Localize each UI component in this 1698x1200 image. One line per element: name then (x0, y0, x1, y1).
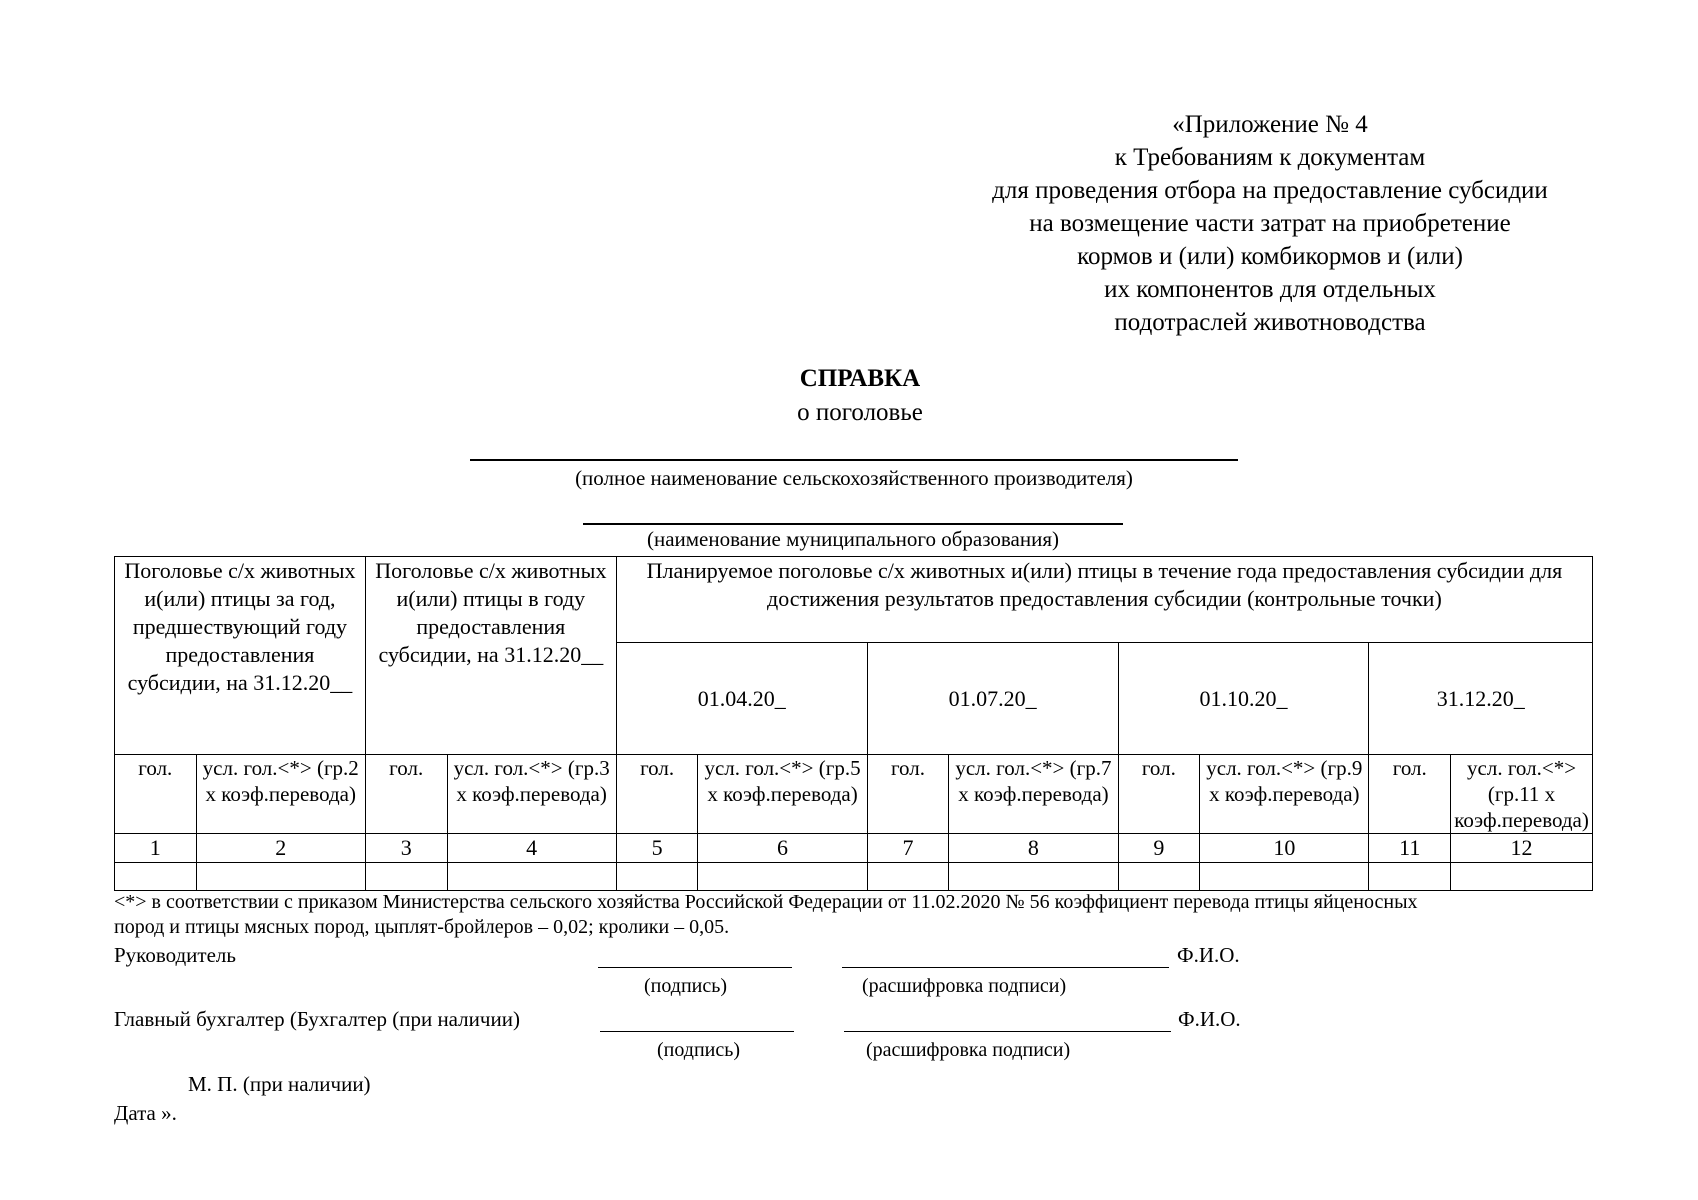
municipality-line[interactable] (583, 523, 1123, 525)
column-number: 9 (1118, 834, 1200, 863)
data-cell[interactable] (1451, 863, 1593, 891)
head-fio: Ф.И.О. (1177, 943, 1240, 967)
unit-heads: гол. (616, 755, 698, 834)
appendix-line: кормов и (или) комбикормов и (или) (1077, 243, 1463, 270)
data-cell[interactable] (447, 863, 616, 891)
data-cell[interactable] (365, 863, 447, 891)
data-cell[interactable] (1200, 863, 1369, 891)
footnote-line: пород и птицы мясных пород, цыплят-бройлеров – 0,02; кролики – 0,05. (114, 916, 730, 938)
column-number: 11 (1369, 834, 1451, 863)
head-label: Руководитель (114, 943, 236, 967)
header-current-year: Поголовье с/х животных и(или) птицы в году предоставления субсидии, на 31.12.20__ (365, 557, 616, 755)
unit-heads: гол. (1118, 755, 1200, 834)
column-number: 2 (196, 834, 365, 863)
data-cell[interactable] (949, 863, 1118, 891)
column-number: 5 (616, 834, 698, 863)
appendix-line: «Приложение № 4 (1172, 111, 1368, 138)
data-cell[interactable] (698, 863, 867, 891)
appendix-line: к Требованиям к документам (1114, 144, 1426, 171)
appendix-header (920, 108, 1620, 339)
head-decoding-caption: (расшифровка подписи) (862, 975, 1067, 997)
accountant-signature-caption: (подпись) (657, 1039, 741, 1061)
unit-conditional-heads: усл. гол.<*> (гр.7 х коэф.перевода) (949, 755, 1118, 834)
unit-conditional-heads: усл. гол.<*> (гр.5 х коэф.перевода) (698, 755, 867, 834)
accountant-decoding-caption: (расшифровка подписи) (866, 1039, 1071, 1061)
column-number: 1 (115, 834, 197, 863)
document-title: СПРАВКА (799, 365, 921, 392)
accountant-decoding-line[interactable] (844, 1031, 1171, 1032)
data-cell[interactable] (115, 863, 197, 891)
header-planned: Планируемое поголовье с/х животных и(или) птицы в течение года предоставления субсидии для достижения результатов предоставления субсидии (контрольные точки) (616, 557, 1592, 643)
data-cell[interactable] (867, 863, 949, 891)
unit-heads: гол. (365, 755, 447, 834)
unit-heads: гол. (867, 755, 949, 834)
producer-name-line[interactable] (470, 459, 1238, 461)
column-number: 3 (365, 834, 447, 863)
column-number: 7 (867, 834, 949, 863)
column-number: 4 (447, 834, 616, 863)
data-cell[interactable] (196, 863, 365, 891)
accountant-signature-line[interactable] (600, 1031, 794, 1032)
unit-conditional-heads: усл. гол.<*> (гр.3 х коэф.перевода) (447, 755, 616, 834)
date-checkpoint: 01.10.20_ (1118, 643, 1369, 755)
head-signature-caption: (подпись) (644, 975, 728, 997)
accountant-fio: Ф.И.О. (1178, 1007, 1241, 1031)
document-subtitle: о поголовье (797, 399, 923, 426)
municipality-caption: (наименование муниципального образования) (646, 527, 1060, 551)
date-label: Дата ». (114, 1101, 177, 1125)
head-signature-line[interactable] (598, 967, 792, 968)
head-decoding-line[interactable] (842, 967, 1169, 968)
livestock-table (114, 556, 1593, 891)
producer-caption: (полное наименование сельскохозяйственного производителя) (575, 466, 1133, 490)
date-checkpoint: 01.04.20_ (616, 643, 867, 755)
appendix-line: для проведения отбора на предоставление субсидии (992, 177, 1548, 204)
unit-conditional-heads: усл. гол.<*> (гр.9 х коэф.перевода) (1200, 755, 1369, 834)
column-number: 6 (698, 834, 867, 863)
footnote-line: <*> в соответствии с приказом Министерства сельского хозяйства Российской Федерации от 11.02.2020 № 56 коэффициент перевода птицы яйценосных (114, 891, 1418, 913)
column-number: 10 (1200, 834, 1369, 863)
column-number: 12 (1451, 834, 1593, 863)
accountant-label: Главный бухгалтер (Бухгалтер (при наличии) (114, 1007, 520, 1031)
date-checkpoint: 01.07.20_ (867, 643, 1118, 755)
appendix-line: подотраслей животноводства (1114, 309, 1426, 336)
data-cell[interactable] (616, 863, 698, 891)
data-cell[interactable] (1118, 863, 1200, 891)
unit-conditional-heads: усл. гол.<*> (гр.2 х коэф.перевода) (196, 755, 365, 834)
data-cell[interactable] (1369, 863, 1451, 891)
stamp-label: М. П. (при наличии) (188, 1072, 371, 1096)
header-previous-year: Поголовье с/х животных и(или) птицы за год, предшествующий году предоставления субсидии, на 31.12.20__ (115, 557, 366, 755)
date-checkpoint: 31.12.20_ (1369, 643, 1593, 755)
appendix-line: их компонентов для отдельных (1104, 276, 1436, 303)
unit-conditional-heads: усл. гол.<*> (гр.11 х коэф.перевода) (1451, 755, 1593, 834)
appendix-line: на возмещение части затрат на приобретение (1029, 210, 1511, 237)
unit-heads: гол. (115, 755, 197, 834)
column-number: 8 (949, 834, 1118, 863)
unit-heads: гол. (1369, 755, 1451, 834)
